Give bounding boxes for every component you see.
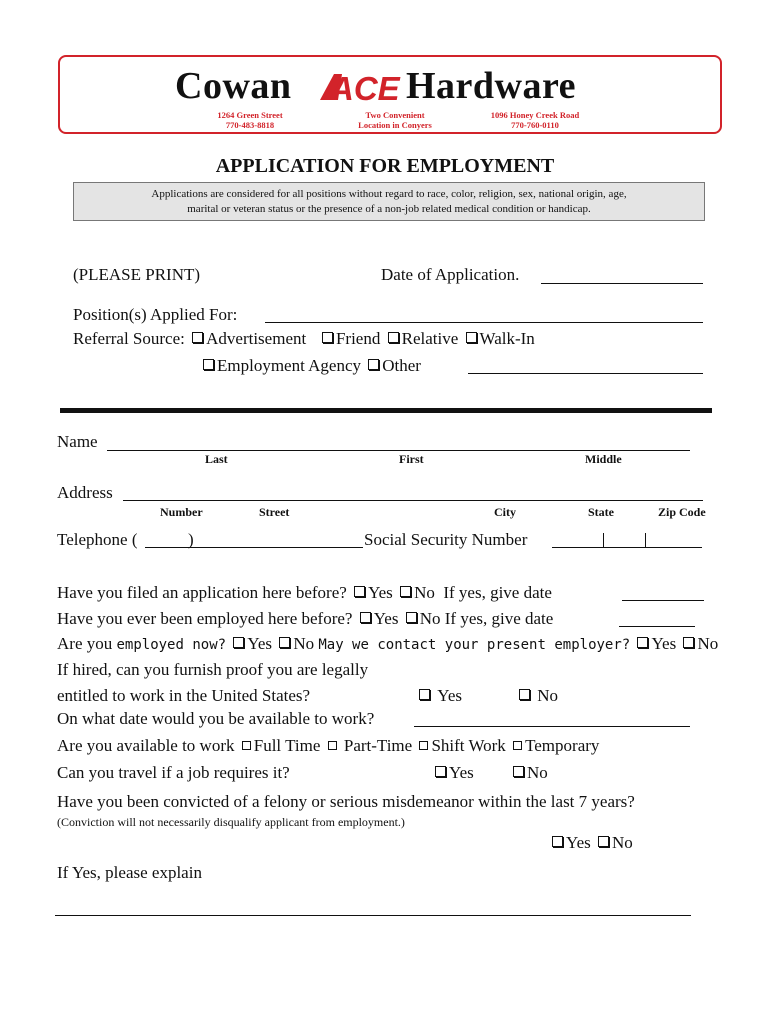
q-felony-options <box>549 833 633 853</box>
q-proof-no-checkbox[interactable] <box>519 689 530 700</box>
yes-label: Yes <box>651 634 677 653</box>
q-employed-now-row <box>57 634 718 654</box>
q-employed-before-date-label: If yes, give date <box>444 609 554 628</box>
ace-logo <box>316 70 401 104</box>
q-explain-label: If Yes, please explain <box>57 863 202 882</box>
q-contact-no-checkbox[interactable] <box>683 637 694 648</box>
q-employed-now-no-checkbox[interactable] <box>279 637 290 648</box>
ace-logo-text: ACE <box>330 70 400 104</box>
full-time-label: Full Time <box>253 736 321 755</box>
q-proof-line-2: entitled to work in the United States? <box>57 686 311 705</box>
no-label: No <box>419 609 441 628</box>
q-explain-field[interactable] <box>55 915 691 916</box>
telephone-close-paren: ) <box>188 530 194 549</box>
referral-label: Referral Source: <box>73 329 185 348</box>
store-address-2-street: 1096 Honey Creek Road <box>490 110 580 120</box>
q-employed-now-yes-checkbox[interactable] <box>233 637 244 648</box>
no-label: No <box>612 833 633 852</box>
relative-label: Relative <box>401 329 459 348</box>
temporary-checkbox[interactable] <box>513 741 522 750</box>
q-employed-before-date-field[interactable] <box>619 626 695 627</box>
q-filed-no-checkbox[interactable] <box>400 586 411 597</box>
name-label: Name <box>57 432 98 451</box>
q-employed-before-yes-checkbox[interactable] <box>360 612 371 623</box>
q-employed-before-no-checkbox[interactable] <box>406 612 417 623</box>
q-employed-before-label: Have you ever been employed here before? <box>57 609 353 628</box>
name-middle-caption: Middle <box>585 452 622 466</box>
q-travel-label: Can you travel if a job requires it? <box>57 763 290 782</box>
notice-line-1: Applications are considered for all positions without regard to race, color, religion, sex, national origin, age, <box>151 188 627 200</box>
q-proof-line-1: If hired, can you furnish proof you are legally <box>57 660 369 679</box>
q-available-date-field[interactable] <box>414 726 690 727</box>
positions-label: Position(s) Applied For: <box>73 305 238 324</box>
ssn-separator-1 <box>603 533 604 547</box>
brand-name-left: Cowan <box>175 65 292 107</box>
q-proof-options <box>416 686 462 706</box>
equal-opportunity-notice <box>73 182 705 221</box>
temporary-label: Temporary <box>525 736 600 755</box>
part-time-label: Part-Time <box>343 736 413 755</box>
q-employed-now-label-b: employed now? <box>116 637 227 653</box>
ssn-field[interactable] <box>552 547 702 548</box>
name-last-caption: Last <box>205 452 228 466</box>
relative-checkbox[interactable] <box>388 332 399 343</box>
q-proof-no-option <box>516 686 558 706</box>
no-label: No <box>414 583 435 602</box>
q-available-type-label: Are you available to work <box>57 736 235 755</box>
date-of-application-label: Date of Application. <box>381 265 520 284</box>
no-label: No <box>527 763 548 782</box>
store-address-2-phone: 770-760-0110 <box>511 120 559 130</box>
agency-label: Employment Agency <box>217 356 362 375</box>
q-felony-note: (Conviction will not necessarily disqualify applicant from employment.) <box>57 815 405 829</box>
address-number-caption: Number <box>160 505 203 519</box>
q-available-type-row <box>57 736 599 756</box>
yes-label: Yes <box>449 763 474 782</box>
name-field[interactable] <box>107 450 690 451</box>
other-checkbox[interactable] <box>368 359 379 370</box>
q-filed-date-field[interactable] <box>622 600 704 601</box>
q-proof-yes-checkbox[interactable] <box>419 689 430 700</box>
yes-label: Yes <box>368 583 393 602</box>
q-filed-label: Have you filed an application here before? <box>57 583 347 602</box>
q-employed-now-label-a: Are you <box>57 634 113 653</box>
yes-label: Yes <box>437 686 462 705</box>
advertisement-checkbox[interactable] <box>192 332 203 343</box>
brand-name-right: Hardware <box>406 65 577 107</box>
no-label: No <box>537 686 559 705</box>
q-travel-no-checkbox[interactable] <box>513 766 524 777</box>
address-state-caption: State <box>588 505 614 519</box>
shift-work-checkbox[interactable] <box>419 741 428 750</box>
referral-row-2 <box>200 356 421 376</box>
section-divider <box>60 408 712 413</box>
no-label: No <box>697 634 719 653</box>
form-title: APPLICATION FOR EMPLOYMENT <box>215 155 555 177</box>
agency-checkbox[interactable] <box>203 359 214 370</box>
name-first-caption: First <box>399 452 424 466</box>
other-referral-field[interactable] <box>468 373 703 374</box>
friend-label: Friend <box>335 329 381 348</box>
part-time-checkbox[interactable] <box>328 741 337 750</box>
store-address-1-phone: 770-483-8818 <box>225 120 275 130</box>
friend-checkbox[interactable] <box>322 332 333 343</box>
q-contact-label: May we contact your present employer? <box>318 637 631 653</box>
telephone-field[interactable] <box>145 547 363 548</box>
store-address-2 <box>480 110 590 130</box>
positions-field[interactable] <box>265 322 703 323</box>
notice-line-2: marital or veteran status or the presence of a non-job related medical condition or handicap. <box>187 203 591 215</box>
advertisement-label: Advertisement <box>206 329 307 348</box>
store-locations-line1: Two Convenient <box>365 110 425 120</box>
other-label: Other <box>382 356 421 375</box>
address-zip-caption: Zip Code <box>658 505 706 519</box>
shift-work-label: Shift Work <box>431 736 506 755</box>
q-filed-row <box>57 583 552 603</box>
q-travel-yes-checkbox[interactable] <box>435 766 446 777</box>
address-field[interactable] <box>123 500 703 501</box>
q-felony-yes-checkbox[interactable] <box>552 836 563 847</box>
date-of-application-field[interactable] <box>541 283 703 284</box>
q-available-date-label: On what date would you be available to work? <box>57 709 375 728</box>
store-locations-note <box>340 110 450 130</box>
address-label: Address <box>57 483 113 502</box>
referral-row <box>73 329 535 349</box>
ssn-label: Social Security Number <box>364 530 528 549</box>
telephone-row <box>57 530 137 550</box>
telephone-open-paren: ( <box>131 530 138 549</box>
q-travel-no-option <box>510 763 548 783</box>
walkin-label: Walk-In <box>479 329 535 348</box>
no-label: No <box>293 634 315 653</box>
yes-label: Yes <box>566 833 591 852</box>
full-time-checkbox[interactable] <box>242 741 251 750</box>
q-felony-label: Have you been convicted of a felony or serious misdemeanor within the last 7 years? <box>57 792 635 811</box>
walkin-checkbox[interactable] <box>466 332 477 343</box>
store-address-1-street: 1264 Green Street <box>217 110 283 120</box>
store-locations-line2: Location in Conyers <box>358 120 432 130</box>
please-print-label: (PLEASE PRINT) <box>73 265 201 284</box>
yes-label: Yes <box>247 634 273 653</box>
q-travel-yes-option <box>432 763 474 783</box>
address-street-caption: Street <box>259 505 290 519</box>
store-address-1 <box>200 110 300 130</box>
q-filed-date-label: If yes, give date <box>443 583 552 602</box>
q-contact-yes-checkbox[interactable] <box>637 637 648 648</box>
ssn-separator-2 <box>645 533 646 547</box>
q-felony-no-checkbox[interactable] <box>598 836 609 847</box>
q-filed-yes-checkbox[interactable] <box>354 586 365 597</box>
yes-label: Yes <box>373 609 399 628</box>
address-city-caption: City <box>494 505 516 519</box>
q-employed-before-row <box>57 609 553 629</box>
telephone-label: Telephone <box>57 530 128 549</box>
